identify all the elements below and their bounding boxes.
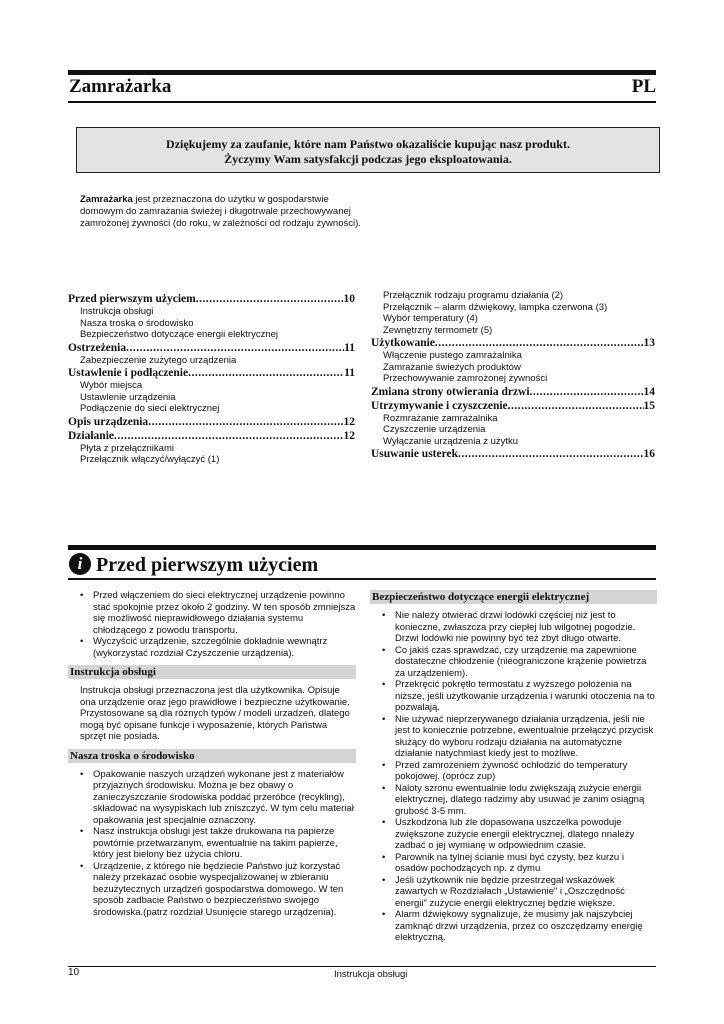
toc-entry[interactable]: [371, 399, 655, 448]
list-item: • Opakowanie naszych urządzeń wykonane jest z materiałów przyjaznych środowisku. Można je bez obawy o zanieczyszczanie środowiska poddać przeróbce (recykling), składować na wysypiskach lub zniszczyć. W tym celu materiał opakowania jest specjalnie oznaczony.: [68, 769, 356, 827]
toc-title: Ustawlenie i podłączenie: [68, 367, 189, 379]
list-item: • Uszkodzona lub źle dopasowana uszczelka powoduje zwiększone zużycie energii elektrycznej, dlatego nnależy zadbać o jej wymianę w odpowiednim czasie.: [370, 817, 657, 852]
left-column: [68, 590, 356, 918]
list-item: • Parownik na tylnej ścianie musi być czysty, bez kurzu i osadów pochodzących np. z dymu: [370, 852, 657, 875]
toc-page: 15: [643, 399, 655, 412]
language-code: PL: [631, 76, 656, 97]
toc-page: 16: [643, 448, 655, 460]
toc-page: 10: [343, 293, 355, 305]
intro-bullets: [68, 590, 356, 659]
toc-entry[interactable]: [68, 366, 355, 415]
toc-sub: Przełącznik – alarm dźwiękowy, lampka czerwona (3): [383, 301, 608, 313]
page-title: Zamrażarka: [69, 76, 172, 97]
thanks-line-2: Życzymy Wam satysfakcji podczas jego eksploatowania.: [224, 152, 512, 166]
energy-bullets: [370, 610, 657, 944]
toc-title: Przed pierwszym użyciem: [68, 293, 196, 305]
list-item: • Nasz instrukcja obsługi jest także drukowana na papierze powtórnie przetwarzanym, ewentualnie na takim papierze, który jest bielony bez użycia chloru.: [68, 826, 356, 861]
toc-sub: Wyłączanie urządzenia z użytku: [383, 435, 519, 447]
subheading-environment: Nasza troska o środowisko: [68, 749, 356, 763]
list-item: • Wyczyścić urządzenie, szczególnie dokładnie wewnątrz (wykorzystać rozdział Czyszczenie urządzenia).: [68, 636, 356, 659]
toc-title: Użytkowanie: [371, 337, 435, 349]
list-item: • Alarm dźwiękowy sygnalizuje, że musimy jak najszybciej zamknąć drzwi urządzenia, przez co oszczędzamy energię elektryczną.: [370, 909, 657, 944]
toc-page: 12: [343, 415, 355, 428]
toc-sub: Bezpieczeństwo dotyczące energii elektrycznej: [80, 329, 279, 340]
footer-text: Instrukcja obsługi: [334, 969, 408, 980]
toc-sub: Wybór temperatury (4): [383, 313, 478, 324]
toc-title: Utrzymywanie i czyszczenie: [371, 399, 508, 412]
list-item: • Przekręcić pokrętło termostatu z wyższego położenia na niższe, jeśli użytkowanie urządzenia i warunki otoczenia na to pozwalają.: [370, 679, 657, 714]
footer-rule: [68, 966, 656, 967]
instruction-paragraph: Instrukcja obsługi przeznaczona jest dla użytkownika. Opisuje ona urządzenie oraz jego prawidłowe i bezpieczne użytkowanie. Przystosowane są dla różnych typów / modeli urzadzeń, dlatego mogą być opisane funkcje i wyposażenie, których Państwa sprzęt nie posiada.: [80, 685, 350, 742]
toc-sub: Wybór miejsca: [80, 380, 143, 391]
toc-sub: Przełącznik włączyć/wyłączyć (1): [80, 454, 220, 465]
toc-sub: Przełącznik rodzaju programu działania (2): [383, 290, 564, 301]
toc-sub: Zabezpieczenie zużytego urządzenia: [80, 354, 237, 366]
list-item: • Nie należy otwierać drzwi lodówki częściej niż jest to konieczne, zwłaszcza przy ciepłej lub wilgotnej pogodzie. Drzwi lodówki nie powinny być też zbyt długo otwarte.: [370, 610, 657, 645]
environment-bullets: [68, 769, 356, 919]
list-item: • Urządzenie, z którego nie będziecie Państwo już korzystać należy przekazać osobie wyspecjalizowanej w zbieraniu bezużytecznych urządzeń gospodarstwa domowego. W ten sposób zadbacie Państwo o bezpieczeństwo swojego środowiska.(patrz rozdział Usunięcie starego urządzenia).: [68, 861, 356, 919]
list-item: • Co jakiś czas sprawdzać, czy urządzenie ma zapewnione dostateczne chłodzenie (nieograniczone krążenie powietrza za urządzeniem).: [370, 645, 657, 680]
toc-page: 12: [343, 429, 355, 442]
header-bottom-rule: [68, 101, 656, 103]
list-item: • Przed zamrożeniem żywność ochłodzić do temperatury pokojowej. (oprócz zup): [370, 760, 657, 783]
toc-entry[interactable]: [371, 385, 655, 399]
toc-entry[interactable]: [68, 429, 355, 466]
page-number: 10: [68, 967, 80, 978]
list-item: • Przed włączeniem do sieci elektrycznej urządzenie powinno stać spokojnie przez około 2 godziny. W ten sposób zmniejsza się możliwość nieprawidłowego działania systemu chłodzącego z powodu transportu.: [68, 590, 356, 636]
toc-entry[interactable]: [68, 415, 355, 429]
toc-left: [68, 292, 355, 466]
toc-page: 11: [344, 367, 355, 379]
toc-right: [371, 290, 655, 461]
intro-paragraph: [80, 194, 365, 230]
toc-entry[interactable]: [371, 336, 655, 385]
toc-sub: Instrukcja obsługi: [80, 306, 154, 317]
toc-entry[interactable]: [371, 447, 655, 461]
toc-sub: Nasza troska o środowisko: [80, 317, 194, 329]
subheading-energy: Bezpieczeństwo dotyczące energii elektrycznej: [370, 590, 657, 604]
toc-sub: Zewnętrzny termometr (5): [383, 324, 493, 336]
thanks-line-1: Dziękujemy za zaufanie, które nam Państwo okazaliście kupując nasz produkt.: [166, 137, 570, 151]
list-item: • Naloty szronu ewentualnie lodu zwiększają zużycie energii elektrycznej, dlatego radzimy aby usuwać je zanim osiągną grubość 3-5 mm.: [370, 783, 657, 818]
intro-bold: Zamrażarka: [80, 194, 133, 205]
section-title: Przed pierwszym użyciem: [96, 554, 319, 576]
section-bottom-rule: [68, 578, 656, 580]
toc-sub: Ustawlenie urządzenia: [80, 391, 176, 403]
thanks-box: [76, 127, 660, 173]
toc-entry[interactable]: [68, 292, 355, 341]
toc-sub: Zamrażanie świeżych produktów: [383, 361, 521, 373]
toc-sub: Czyszczenie urządzenia: [383, 424, 486, 435]
toc-title: Usuwanie usterek: [371, 448, 459, 460]
section-top-rule: [68, 545, 656, 550]
toc-sub: Płyta z przełącznikami: [80, 442, 174, 454]
toc-sub: Rozmrażanie zamrażalnika: [383, 412, 498, 424]
toc-entry[interactable]: [68, 341, 355, 367]
list-item: • Jeśli użytkownik nie będzie przestrzegał wskazówek zawartych w Rozdziałach „Ustawienie" i „Oszczędność energii" zużycie energii elektrycznej będzie większe.: [370, 875, 657, 910]
toc-title: Opis urządzenia: [68, 415, 149, 428]
toc-title: Zmiana strony otwierania drzwi: [371, 385, 530, 398]
toc-page: 11: [344, 341, 355, 354]
toc-page: 13: [643, 337, 655, 349]
info-icon: i: [69, 553, 91, 575]
toc-title: Ostrzeżenia: [68, 341, 127, 354]
toc-sub: Włączenie pustego zamrażalnika: [383, 350, 522, 361]
subheading-instruction: Instrukcja obsługi: [68, 665, 356, 679]
toc-title: Działanie: [68, 429, 114, 442]
toc-sub: Przechowywanie zamrożonej żywności: [383, 373, 548, 384]
header-top-rule: [68, 70, 656, 75]
intro-text: jest przeznaczona do użytku w gospodarstwie domowym do zamrażania świeżej i długotrwale przechowywanej zamrożonej żywności (do roku, w zależności od rodzaju żywności).: [80, 194, 361, 229]
list-item: • Nie używać nieprzerywanego działania urządzenia, jeśli nie jest to koniecznie potrzebne, ewentualnie przełączyć przycisk służący do wyboru rodzaju działania na automatyczne działanie natychmiast kiedy jest to możliwe.: [370, 714, 657, 760]
right-column: [370, 590, 657, 944]
toc-sub: Podłączenie do sieci elektrycznej: [80, 403, 220, 414]
toc-page: 14: [643, 385, 655, 398]
